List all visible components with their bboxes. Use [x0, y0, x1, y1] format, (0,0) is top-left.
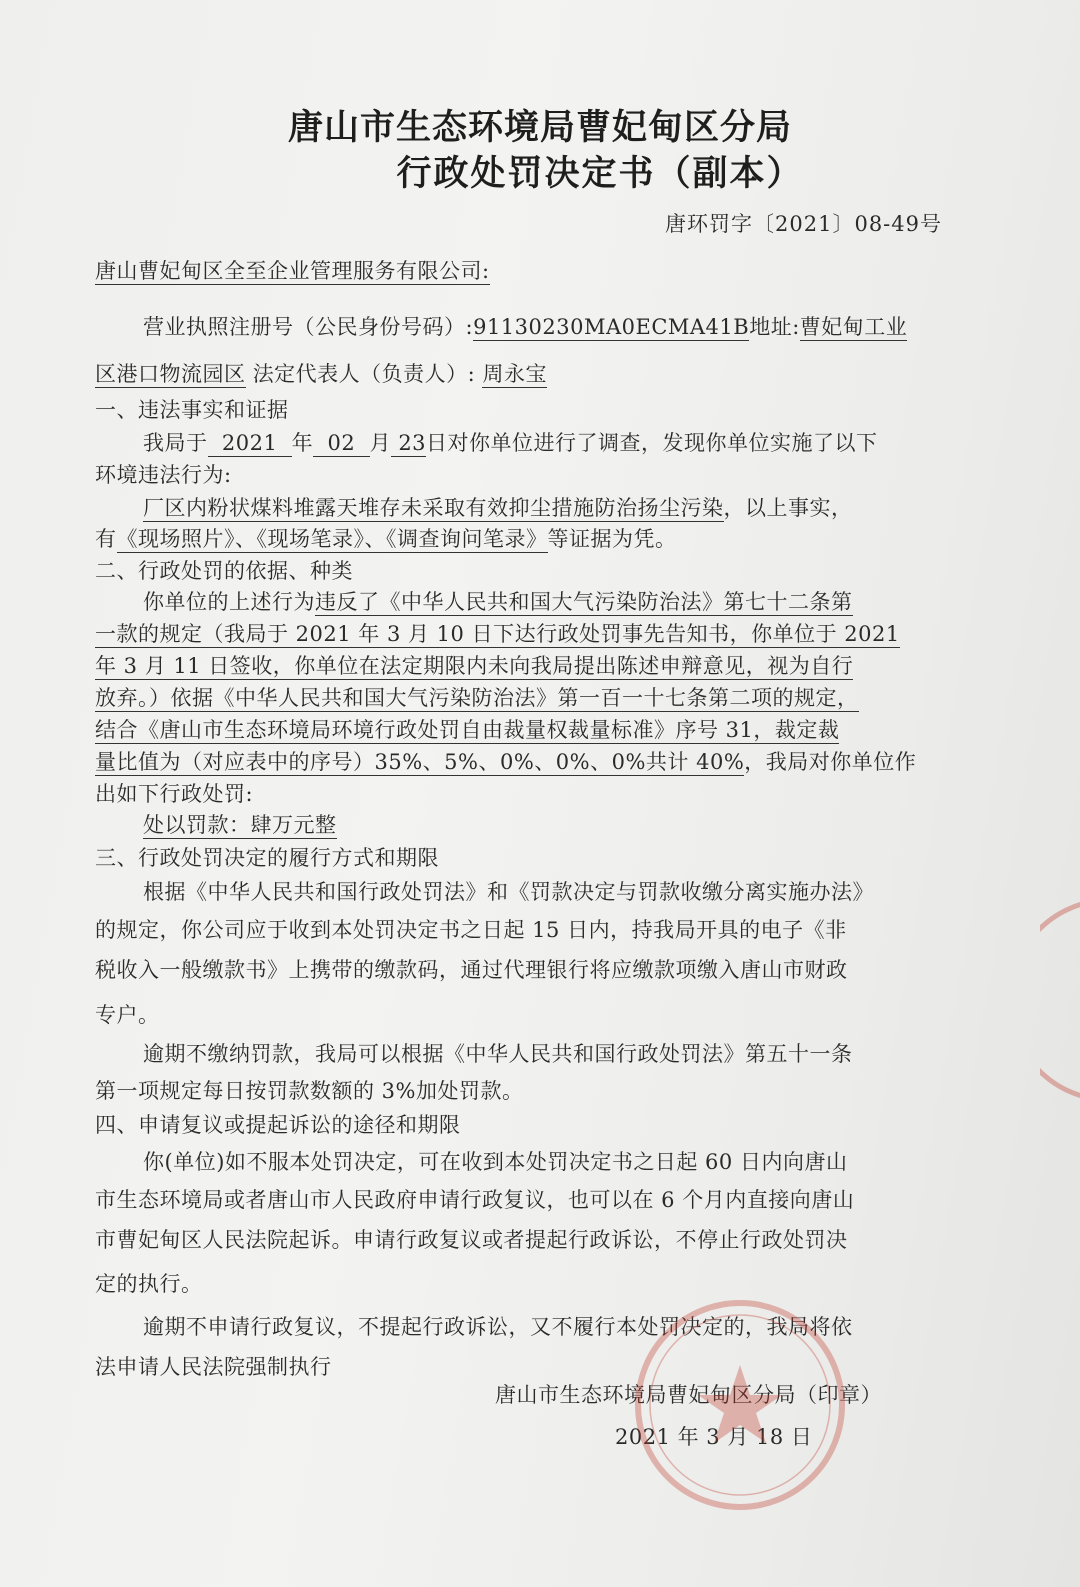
investigation-month: 02	[313, 431, 369, 457]
license-line	[95, 312, 955, 342]
basis-l1-underlined: 违反了《中华人民共和国大气污染防治法》第七十二条第	[315, 590, 853, 614]
investigation-day: 23	[391, 431, 426, 457]
document-title-agency: 唐山市生态环境局曹妃甸区分局	[287, 107, 792, 148]
violation-text: 厂区内粉状煤料堆露天堆存未采取有效抑尘措施防治扬尘污染	[143, 496, 724, 520]
section3-heading: 三、行政处罚决定的履行方式和期限	[95, 846, 439, 870]
penalty-line	[95, 810, 955, 840]
basis-l6-plain: ，我局对你单位作	[744, 750, 917, 774]
basis-l1-plain: 你单位的上述行为	[143, 590, 315, 614]
evidence-list: 《现场照片》、《现场笔录》、《调查询问笔录》	[116, 527, 548, 551]
basis-l6-underlined: 量比值为（对应表中的序号）35%、5%、0%、0%、0%共计 40%	[95, 750, 745, 774]
late-line-1: 逾期不缴纳罚款，我局可以根据《中华人民共和国行政处罚法》第五十一条	[143, 1042, 853, 1066]
edge-seal-fragment	[1040, 880, 1080, 1120]
document-number: 唐环罚字〔2021〕08-49号	[665, 212, 942, 236]
basis-line-4	[95, 683, 955, 713]
legal-rep-label: 法定代表人（负责人）:	[252, 362, 476, 386]
sec4-line-3: 市曹妃甸区人民法院起诉。申请行政复议或者提起行政诉讼，不停止行政处罚决	[95, 1228, 848, 1252]
basis-line-7: 出如下行政处罚:	[95, 782, 254, 806]
basis-line-6	[95, 747, 955, 777]
sec3-line-4: 专户。	[95, 1003, 160, 1027]
year-suffix: 年	[291, 431, 314, 455]
basis-line-3	[95, 651, 955, 681]
evidence-prefix: 有	[95, 527, 117, 551]
address-part2: 区港口物流园区	[95, 362, 246, 386]
legal-rep-name: 周永宝	[482, 362, 547, 386]
address-line	[95, 359, 955, 389]
address-part1: 曹妃甸工业	[799, 315, 908, 339]
basis-l5-text: 结合《唐山市生态环境局环境行政处罚自由裁量权裁量标准》序号 31，裁定裁	[95, 718, 840, 742]
recipient-line	[95, 256, 955, 286]
basis-l3-text: 年 3 月 11 日签收，你单位在法定期限内未向我局提出陈述申辩意见，视为自行	[95, 654, 854, 678]
official-seal-stamp	[630, 1295, 850, 1515]
investigation-year: 2021	[208, 431, 292, 457]
sec4-line-4: 定的执行。	[95, 1272, 203, 1296]
sec3-line-2: 的规定，你公司应于收到本处罚决定书之日起 15 日内，持我局开具的电子《非	[95, 918, 847, 942]
violation-intro: 环境违法行为:	[95, 463, 232, 487]
section4-heading: 四、申请复议或提起诉讼的途径和期限	[95, 1113, 461, 1137]
address-label: 地址:	[749, 315, 800, 339]
violation-after: ，以上事实，	[723, 496, 853, 520]
sec3-line-3: 税收入一般缴款书》上携带的缴款码，通过代理银行将应缴款项缴入唐山市财政	[95, 958, 848, 982]
investigation-rest: 日对你单位进行了调查，发现你单位实施了以下	[426, 431, 878, 455]
evidence-line	[95, 524, 955, 554]
document-title-type: 行政处罚决定书（副本）	[396, 153, 804, 194]
month-suffix: 月	[369, 431, 392, 455]
violation-line	[95, 493, 955, 523]
enforce-line-1: 逾期不申请行政复议，不提起行政诉讼，又不履行本处罚决定的，我局将依	[143, 1315, 853, 1339]
license-number: 91130230MA0ECMA41B	[473, 315, 750, 339]
basis-line-2	[95, 619, 955, 649]
document-date: 2021 年 3 月 18 日	[615, 1425, 813, 1449]
basis-line-1	[95, 587, 955, 617]
penalty-amount: 处以罚款：肆万元整	[143, 813, 337, 837]
sec4-line-1: 你(单位)如不服本处罚决定，可在收到本处罚决定书之日起 60 日内向唐山	[143, 1150, 848, 1174]
evidence-suffix: 等证据为凭。	[547, 527, 677, 551]
section1-heading: 一、违法事实和证据	[95, 398, 289, 422]
recipient-company: 唐山曹妃甸区全至企业管理服务有限公司:	[95, 259, 490, 283]
license-label: 营业执照注册号（公民身份号码）:	[143, 315, 474, 339]
basis-l2-text: 一款的规定（我局于 2021 年 3 月 10 日下达行政处罚事先告知书，你单位于 2021	[95, 622, 900, 646]
investigation-prefix: 我局于	[143, 431, 208, 455]
sec3-line-1: 根据《中华人民共和国行政处罚法》和《罚款决定与罚款收缴分离实施办法》	[143, 880, 874, 904]
basis-l4-text: 放弃。）依据《中华人民共和国大气污染防治法》第一百一十七条第二项的规定，	[95, 686, 859, 710]
late-line-2: 第一项规定每日按罚款数额的 3%加处罚款。	[95, 1079, 524, 1103]
signature: 唐山市生态环境局曹妃甸区分局（印章）	[495, 1383, 882, 1407]
investigation-line	[95, 428, 955, 458]
enforce-line-2: 法申请人民法院强制执行	[95, 1355, 332, 1379]
sec4-line-2: 市生态环境局或者唐山市人民政府申请行政复议，也可以在 6 个月内直接向唐山	[95, 1188, 855, 1212]
section2-heading: 二、行政处罚的依据、种类	[95, 559, 353, 583]
basis-line-5	[95, 715, 955, 745]
